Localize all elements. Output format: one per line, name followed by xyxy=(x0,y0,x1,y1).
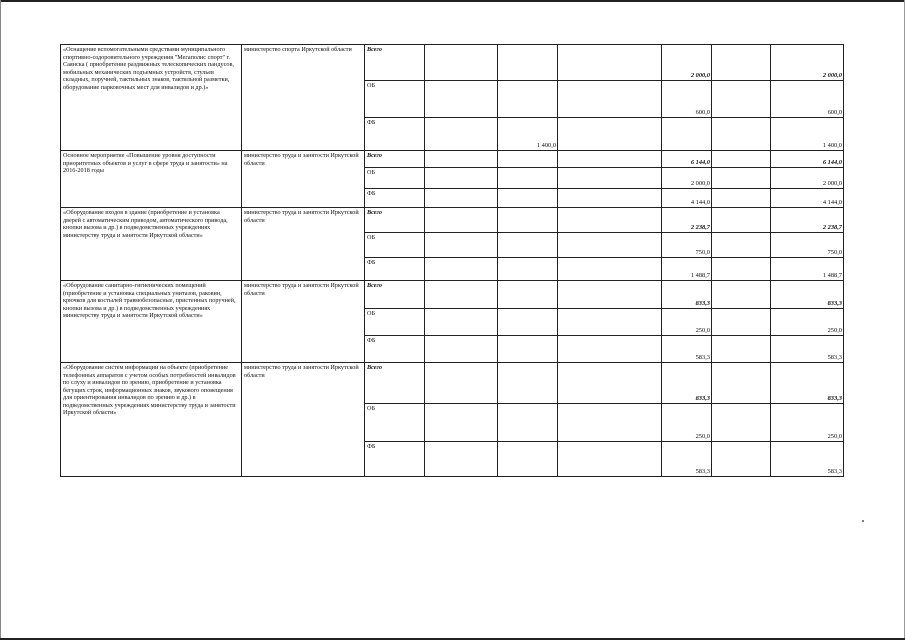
value-col-4: 4 144,0 xyxy=(662,189,712,208)
value-col-3 xyxy=(558,189,662,208)
value-col-2 xyxy=(498,281,558,309)
value-col-3 xyxy=(558,309,662,336)
value-col-5 xyxy=(712,233,771,258)
funding-source-label: ОБ xyxy=(365,404,425,442)
value-col-4: 2 000,0 xyxy=(662,45,712,81)
value-col-1 xyxy=(425,151,498,168)
value-col-2 xyxy=(498,309,558,336)
value-col-1 xyxy=(425,336,498,363)
table-row xyxy=(61,208,844,233)
value-col-5 xyxy=(712,309,771,336)
value-col-4 xyxy=(662,118,712,151)
value-col-3 xyxy=(558,404,662,442)
funding-source-label: ОБ xyxy=(365,81,425,118)
value-col-1 xyxy=(425,258,498,281)
funding-source-label: ФБ xyxy=(365,258,425,281)
scan-speck xyxy=(862,520,864,522)
scan-border-top xyxy=(0,0,905,2)
value-col-2 xyxy=(498,233,558,258)
value-col-3 xyxy=(558,168,662,189)
value-col-1 xyxy=(425,404,498,442)
funding-source-label: Всего xyxy=(365,45,425,81)
value-col-3 xyxy=(558,281,662,309)
value-col-2 xyxy=(498,45,558,81)
value-col-6: 750,0 xyxy=(771,233,844,258)
value-col-2 xyxy=(498,404,558,442)
value-col-6: 583,3 xyxy=(771,442,844,477)
value-col-5 xyxy=(712,81,771,118)
table-row xyxy=(61,151,844,168)
funding-source-label: Всего xyxy=(365,281,425,309)
value-col-1 xyxy=(425,281,498,309)
value-col-5 xyxy=(712,336,771,363)
value-col-6: 600,0 xyxy=(771,81,844,118)
value-col-3 xyxy=(558,233,662,258)
value-col-2 xyxy=(498,81,558,118)
value-col-1 xyxy=(425,309,498,336)
value-col-4: 6 144,0 xyxy=(662,151,712,168)
value-col-4: 750,0 xyxy=(662,233,712,258)
table-row xyxy=(61,363,844,404)
activity-description: «Оборудование входов в здание (приобретение и установка дверей с автоматическим приводом, автоматического привода, кнопки вызова и др.) в подведомственных учреждениях министерству труда и занятости Иркутской области» xyxy=(61,208,242,281)
value-col-4: 833,3 xyxy=(662,363,712,404)
value-col-6: 583,3 xyxy=(771,336,844,363)
value-col-6: 6 144,0 xyxy=(771,151,844,168)
value-col-4: 2 238,7 xyxy=(662,208,712,233)
activity-description: Основное мероприятие «Повышение уровня доступности приоритетных объектов и услуг в сфере труда и занятости» на 2016-2018 годы xyxy=(61,151,242,208)
value-col-3 xyxy=(558,442,662,477)
value-col-2 xyxy=(498,258,558,281)
value-col-1 xyxy=(425,363,498,404)
value-col-2 xyxy=(498,442,558,477)
responsible-executor: министерство спорта Иркутской области xyxy=(242,45,365,151)
responsible-executor: министерство труда и занятости Иркутской области xyxy=(242,363,365,477)
funding-source-label: ФБ xyxy=(365,336,425,363)
value-col-2 xyxy=(498,168,558,189)
value-col-6: 833,3 xyxy=(771,363,844,404)
funding-source-label: Всего xyxy=(365,151,425,168)
value-col-3 xyxy=(558,258,662,281)
value-col-1 xyxy=(425,45,498,81)
scan-border-left xyxy=(0,0,1,640)
value-col-1 xyxy=(425,189,498,208)
value-col-5 xyxy=(712,189,771,208)
value-col-2 xyxy=(498,363,558,404)
value-col-5 xyxy=(712,151,771,168)
funding-source-label: ФБ xyxy=(365,118,425,151)
value-col-5 xyxy=(712,258,771,281)
value-col-5 xyxy=(712,442,771,477)
value-col-4: 250,0 xyxy=(662,309,712,336)
value-col-6: 1 400,0 xyxy=(771,118,844,151)
value-col-3 xyxy=(558,151,662,168)
value-col-3 xyxy=(558,118,662,151)
value-col-5 xyxy=(712,281,771,309)
activity-description: «Оборудование санитарно-гигиенических помещений (приобретение и установка специальных унитазов, раковин, крючков для костылей травмобезопасные, пристенных поручней, кнопки вызова и др.) в подведомственных учреждениях министерству труда и занятости Иркутской области» xyxy=(61,281,242,363)
value-col-1 xyxy=(425,208,498,233)
value-col-3 xyxy=(558,45,662,81)
responsible-executor: министерство труда и занятости Иркутской области xyxy=(242,208,365,281)
responsible-executor: министерство труда и занятости Иркутской области xyxy=(242,281,365,363)
value-col-1 xyxy=(425,168,498,189)
program-activities-table xyxy=(60,44,844,477)
value-col-4: 583,3 xyxy=(662,442,712,477)
value-col-2: 1 400,0 xyxy=(498,118,558,151)
responsible-executor: министерство труда и занятости Иркутской области xyxy=(242,151,365,208)
funding-source-label: ОБ xyxy=(365,168,425,189)
value-col-1 xyxy=(425,442,498,477)
value-col-6: 833,3 xyxy=(771,281,844,309)
funding-source-label: ФБ xyxy=(365,189,425,208)
value-col-2 xyxy=(498,336,558,363)
value-col-5 xyxy=(712,404,771,442)
value-col-2 xyxy=(498,189,558,208)
value-col-6: 4 144,0 xyxy=(771,189,844,208)
value-col-4: 2 000,0 xyxy=(662,168,712,189)
value-col-5 xyxy=(712,118,771,151)
value-col-5 xyxy=(712,208,771,233)
funding-source-label: ФБ xyxy=(365,442,425,477)
value-col-4: 833,3 xyxy=(662,281,712,309)
value-col-1 xyxy=(425,233,498,258)
value-col-6: 2 238,7 xyxy=(771,208,844,233)
funding-source-label: Всего xyxy=(365,363,425,404)
value-col-5 xyxy=(712,168,771,189)
funding-source-label: Всего xyxy=(365,208,425,233)
table-row xyxy=(61,281,844,309)
value-col-3 xyxy=(558,363,662,404)
value-col-5 xyxy=(712,363,771,404)
activity-description: «Оборудование систем информации на объекте (приобретение телефонных аппаратов с учетом особых потребностей инвалидов по слуху и инвалидов по зрению, приобретение и установка бегущих строк, информационных знаков, звукового оповещения для ориентирования инвалидов по зрению и др.) в подведомственных учреждениях министерству труда и занятости Иркутской области» xyxy=(61,363,242,477)
value-col-2 xyxy=(498,151,558,168)
value-col-3 xyxy=(558,336,662,363)
value-col-6: 1 488,7 xyxy=(771,258,844,281)
value-col-4: 583,3 xyxy=(662,336,712,363)
value-col-6: 2 000,0 xyxy=(771,168,844,189)
value-col-3 xyxy=(558,208,662,233)
value-col-4: 250,0 xyxy=(662,404,712,442)
funding-source-label: ОБ xyxy=(365,233,425,258)
activity-description: «Оснащение вспомогательными средствами муниципального спортивно-оздоровительного учреждения "Мегаполис спорт" г. Саянска ( приобретение раздвижных телескопических пандусов, мобильных механических подъемных устройств, стульев складных, поручней, тактильных знаков, тактильной разметки, оборудование парковочных мест для инвалидов и др.)» xyxy=(61,45,242,151)
value-col-6: 2 000,0 xyxy=(771,45,844,81)
table-row xyxy=(61,45,844,81)
value-col-1 xyxy=(425,118,498,151)
value-col-4: 600,0 xyxy=(662,81,712,118)
value-col-1 xyxy=(425,81,498,118)
funding-source-label: ОБ xyxy=(365,309,425,336)
value-col-4: 1 488,7 xyxy=(662,258,712,281)
value-col-2 xyxy=(498,208,558,233)
value-col-6: 250,0 xyxy=(771,404,844,442)
value-col-6: 250,0 xyxy=(771,309,844,336)
value-col-5 xyxy=(712,45,771,81)
value-col-3 xyxy=(558,81,662,118)
